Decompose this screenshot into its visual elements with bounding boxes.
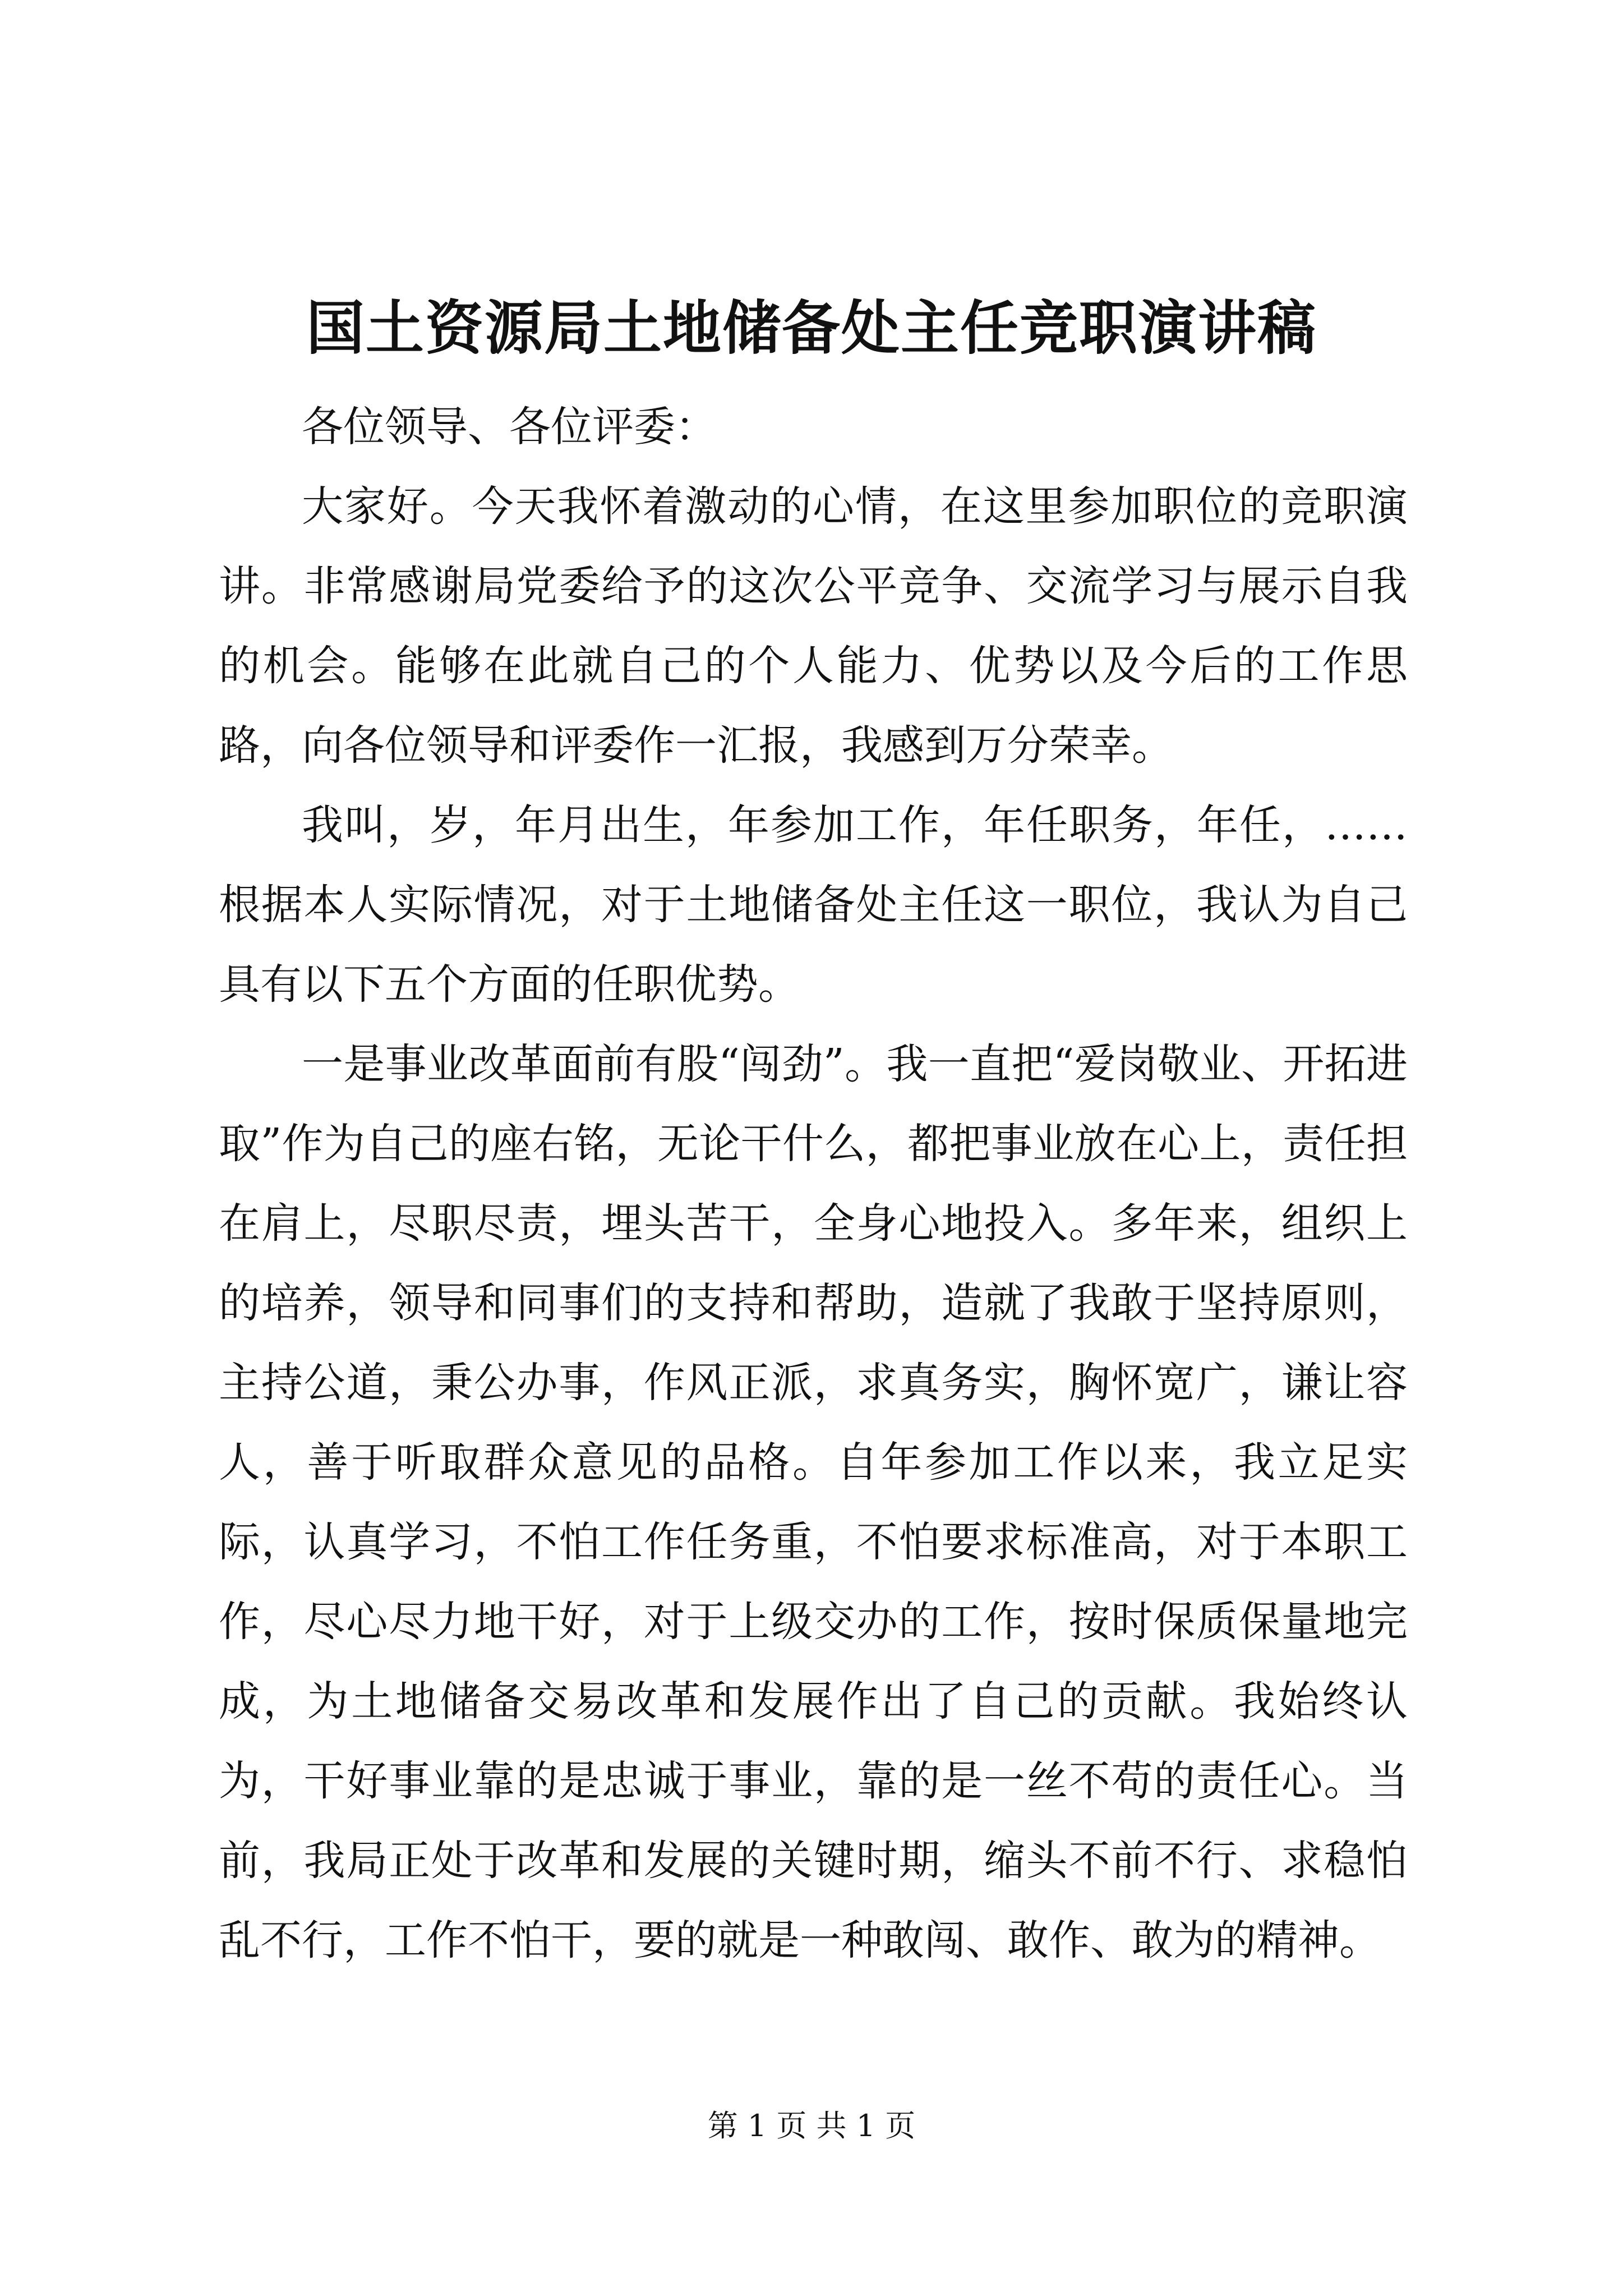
intro-paragraph: 大家好。今天我怀着激动的心情，在这里参加职位的竞职演讲。非常感谢局党委给予的这次公平竞争、交流学习与展示自我的机会。能够在此就自己的个人能力、优势以及今后的工作思路，向各位领导和评委作一汇报，我感到万分荣幸。 [219, 482, 1408, 770]
personal-info-paragraph: 我叫，岁，年月出生，年参加工作，年任职务，年任，……根据本人实际情况，对于土地储备处主任这一职位，我认为自己具有以下五个方面的任职优势。 [219, 801, 1408, 1009]
salutation-paragraph: 各位领导、各位评委： [302, 403, 717, 451]
advantage-one-paragraph: 一是事业改革面前有股“闯劲”。我一直把“爱岗敬业、开拓进取”作为自己的座右铭，无论干什么，都把事业放在心上，责任担在肩上，尽职尽责，埋头苦干，全身心地投入。多年来，组织上的培养，领导和同事们的支持和帮助，造就了我敢于坚持原则，主持公道，秉公办事，作风正派，求真务实，胸怀宽广，谦让容人，善于听取群众意见的品格。自年参加工作以来，我立足实际，认真学习，不怕工作任务重，不怕要求标准高，对于本职工作，尽心尽力地干好，对于上级交办的工作，按时保质保量地完成，为土地储备交易改革和发展作出了自己的贡献。我始终认为，干好事业靠的是忠诚于事业，靠的是一丝不苟的责任心。当前，我局正处于改革和发展的关键时期，缩头不前不行、求稳怕乱不行，工作不怕干，要的就是一种敢闯、敢作、敢为的精神。 [219, 1040, 1408, 1964]
document-body [219, 387, 1408, 1980]
page-footer: 第 1 页 共 1 页 [707, 2108, 916, 2143]
document-title: 国土资源局土地储备处主任竞职演讲稿 [306, 293, 1317, 362]
